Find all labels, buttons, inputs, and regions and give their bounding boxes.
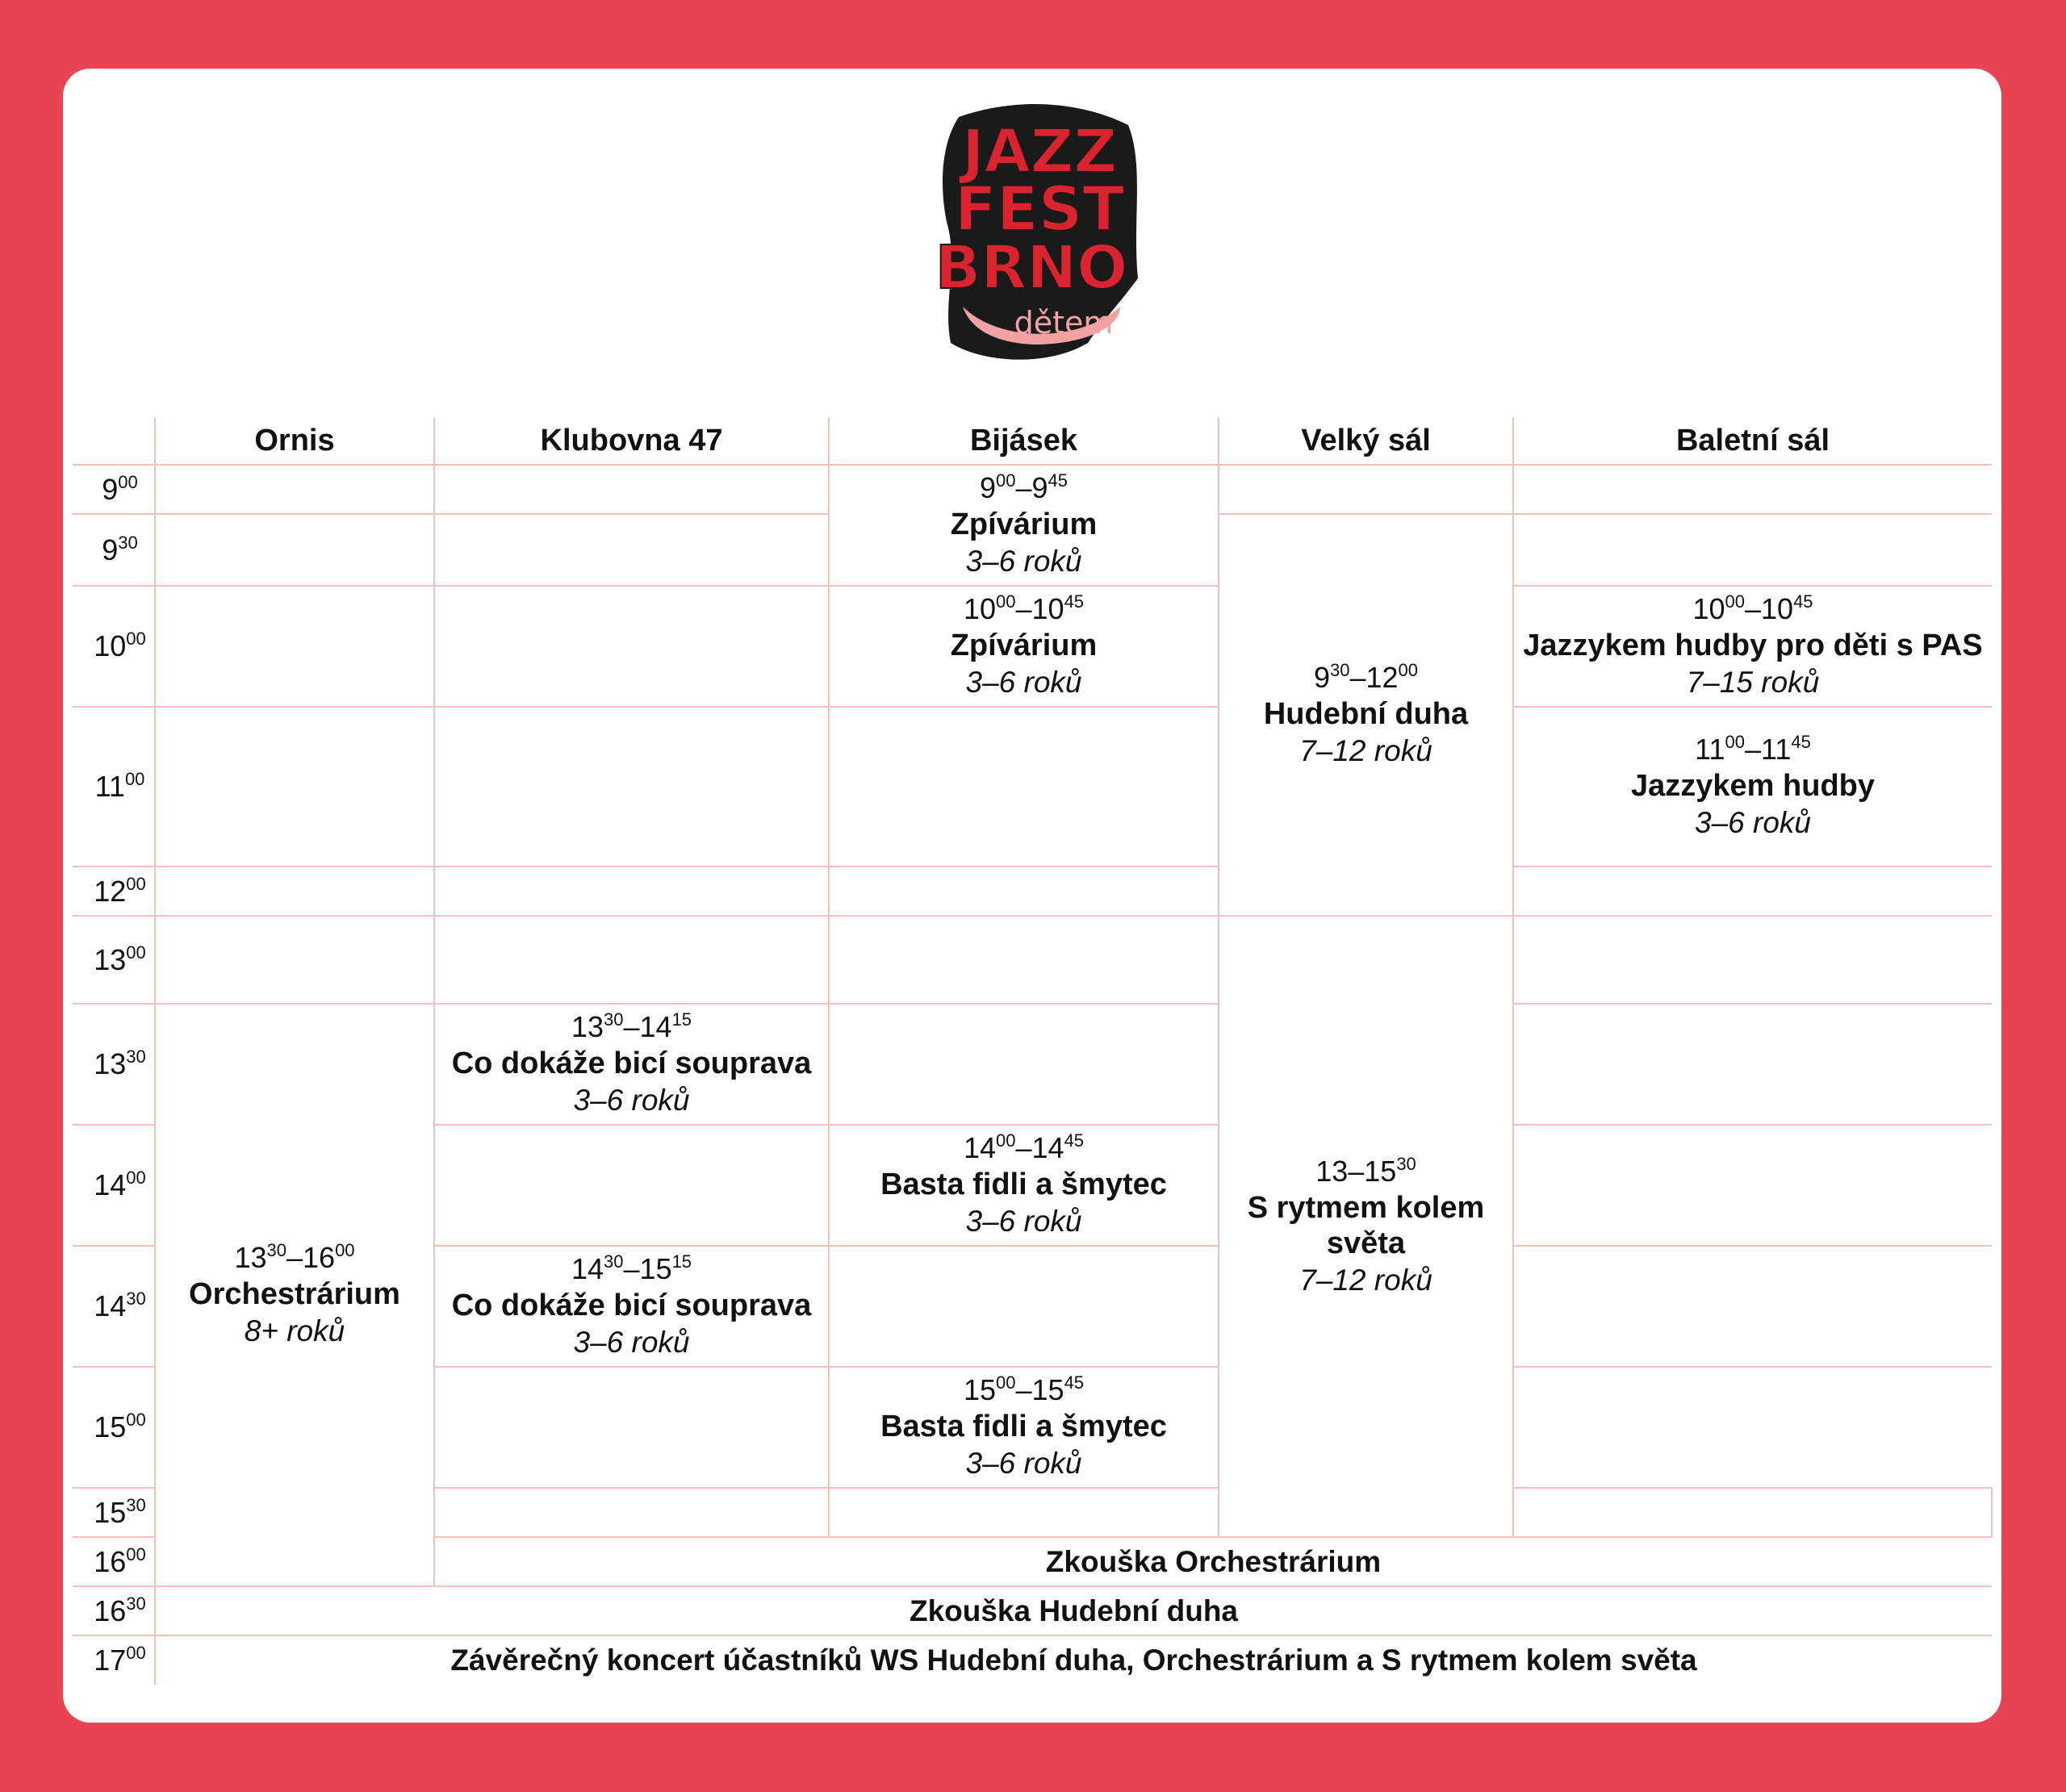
empty-cell <box>434 916 829 1004</box>
event-age: 3–6 roků <box>573 1326 690 1359</box>
empty-cell <box>1219 465 1513 514</box>
event-name: Zpívárium <box>950 508 1098 541</box>
event-age: 3–6 roků <box>965 666 1082 699</box>
event-time: $10^{00}-10^{45}$ <box>963 591 1085 625</box>
time-label: $14^{30}$ <box>73 1246 155 1367</box>
empty-cell <box>155 707 434 867</box>
event-age: 3–6 roků <box>965 545 1082 578</box>
event-name: S rytmem kolem světa <box>1247 1191 1485 1260</box>
time-label: $11^{00}$ <box>73 707 155 867</box>
empty-cell <box>155 586 434 707</box>
empty-cell <box>434 1367 829 1488</box>
event-age: 7–12 roků <box>1299 734 1432 767</box>
event-time: $11^{00}-11^{45}$ <box>1695 732 1811 766</box>
logo-jazz-text: JAZZ <box>961 117 1118 186</box>
venue-header: Klubovna 47 <box>434 417 829 465</box>
event-time: $9^{30}-12^{00}$ <box>1313 660 1419 694</box>
empty-cell <box>434 707 829 867</box>
event-cell <box>829 1367 1219 1488</box>
event-name: Co dokáže bicí souprava <box>451 1289 812 1322</box>
event-cell <box>1513 707 1992 867</box>
event-cell <box>1513 586 1992 707</box>
logo-fest-text: FEST <box>954 173 1125 244</box>
empty-cell <box>155 867 434 916</box>
time-label: $17^{00}$ <box>73 1635 155 1685</box>
time-row <box>73 1004 1992 1125</box>
time-label: $16^{30}$ <box>73 1586 155 1635</box>
empty-cell <box>1513 916 1992 1004</box>
venue-header: Velký sál <box>1219 417 1513 465</box>
time-label: $13^{00}$ <box>73 916 155 1004</box>
event-time: $13^{30}-16^{00}$ <box>234 1240 355 1274</box>
event-name: Basta fidli a šmytec <box>880 1410 1167 1443</box>
empty-cell <box>1513 1246 1992 1367</box>
time-label: $12^{00}$ <box>73 867 155 916</box>
event-cell <box>155 1004 434 1586</box>
empty-cell <box>434 465 829 514</box>
event-name: Orchestrárium <box>189 1277 400 1311</box>
jazz-fest-brno-detem-logo <box>926 101 1152 375</box>
event-name: Zpívárium <box>950 629 1098 662</box>
time-label: $15^{00}$ <box>73 1367 155 1488</box>
empty-cell <box>1513 514 1992 586</box>
header-corner <box>73 417 155 465</box>
empty-cell <box>434 1125 829 1246</box>
event-age: 8+ roků <box>244 1314 345 1347</box>
event-name: Jazzykem hudby <box>1631 769 1875 803</box>
time-row <box>73 1635 1992 1685</box>
empty-cell <box>155 465 434 514</box>
empty-cell <box>155 916 434 1004</box>
event-age: 3–6 roků <box>965 1447 1082 1480</box>
event-name: Jazzykem hudby pro děti s PAS <box>1523 629 1983 662</box>
event-age: 7–12 roků <box>1299 1264 1432 1297</box>
venue-header: Ornis <box>155 417 434 465</box>
venue-header: Bijásek <box>829 417 1219 465</box>
logo-brno-text: BRNO <box>935 233 1128 303</box>
time-row <box>73 867 1992 916</box>
time-row <box>73 916 1992 1004</box>
event-time: $9^{00}-9^{45}$ <box>979 470 1069 504</box>
empty-cell <box>829 867 1219 916</box>
empty-cell <box>155 514 434 586</box>
time-label: $9^{00}$ <box>73 465 155 514</box>
empty-cell <box>434 586 829 707</box>
event-name: Co dokáže bicí souprava <box>451 1046 812 1080</box>
empty-cell <box>1513 465 1992 514</box>
empty-cell <box>829 707 1219 867</box>
event-cell <box>1219 916 1513 1537</box>
empty-cell <box>1513 1367 1992 1488</box>
time-label: $14^{00}$ <box>73 1125 155 1246</box>
time-row <box>73 1586 1992 1635</box>
event-cell <box>829 1125 1219 1246</box>
empty-cell <box>829 1246 1219 1367</box>
event-time: $13-15^{30}$ <box>1315 1154 1416 1188</box>
event-cell <box>434 1004 829 1125</box>
event-cell <box>1219 514 1513 916</box>
event-age: 7–15 roků <box>1686 666 1820 699</box>
event-time: $10^{00}-10^{45}$ <box>1692 591 1813 625</box>
schedule-table <box>73 417 1992 1685</box>
schedule-card <box>63 69 2001 1723</box>
time-label: $10^{00}$ <box>73 586 155 707</box>
event-time: $13^{30}-14^{15}$ <box>571 1009 692 1043</box>
empty-cell <box>1513 1488 1992 1537</box>
logo-detem-text: dětem <box>1014 305 1114 340</box>
event-cell <box>829 465 1219 586</box>
empty-cell <box>1513 1125 1992 1246</box>
event-name: Hudební duha <box>1263 697 1469 731</box>
event-cell <box>434 1246 829 1367</box>
empty-cell <box>434 514 829 586</box>
empty-cell <box>1513 1004 1992 1125</box>
event-time: $14^{00}-14^{45}$ <box>963 1130 1085 1164</box>
venue-header-row <box>73 417 1992 465</box>
time-label: $9^{30}$ <box>73 514 155 586</box>
event-time: $14^{30}-15^{15}$ <box>571 1251 692 1285</box>
venue-header: Baletní sál <box>1513 417 1992 465</box>
full-width-event: Závěrečný koncert účastníků WS Hudební duha, Orchestrárium a S rytmem kolem světa <box>155 1635 1992 1685</box>
event-cell <box>829 586 1219 707</box>
full-width-event: Zkouška Hudební duha <box>155 1586 1992 1635</box>
empty-cell <box>829 1004 1219 1125</box>
event-age: 3–6 roků <box>573 1084 690 1117</box>
empty-cell <box>1513 867 1992 916</box>
time-label: $13^{30}$ <box>73 1004 155 1125</box>
time-label: $15^{30}$ <box>73 1488 155 1537</box>
empty-cell <box>434 867 829 916</box>
time-row <box>73 465 1992 514</box>
event-age: 3–6 roků <box>965 1205 1082 1238</box>
event-name: Basta fidli a šmytec <box>880 1168 1167 1201</box>
empty-cell <box>829 1488 1219 1537</box>
time-row <box>73 586 1992 707</box>
empty-cell <box>829 916 1219 1004</box>
empty-cell <box>434 1488 829 1537</box>
time-row <box>73 707 1992 867</box>
full-width-event: Zkouška Orchestrárium <box>434 1537 1992 1586</box>
event-time: $15^{00}-15^{45}$ <box>963 1372 1085 1406</box>
time-label: $16^{00}$ <box>73 1537 155 1586</box>
event-age: 3–6 roků <box>1695 806 1811 839</box>
